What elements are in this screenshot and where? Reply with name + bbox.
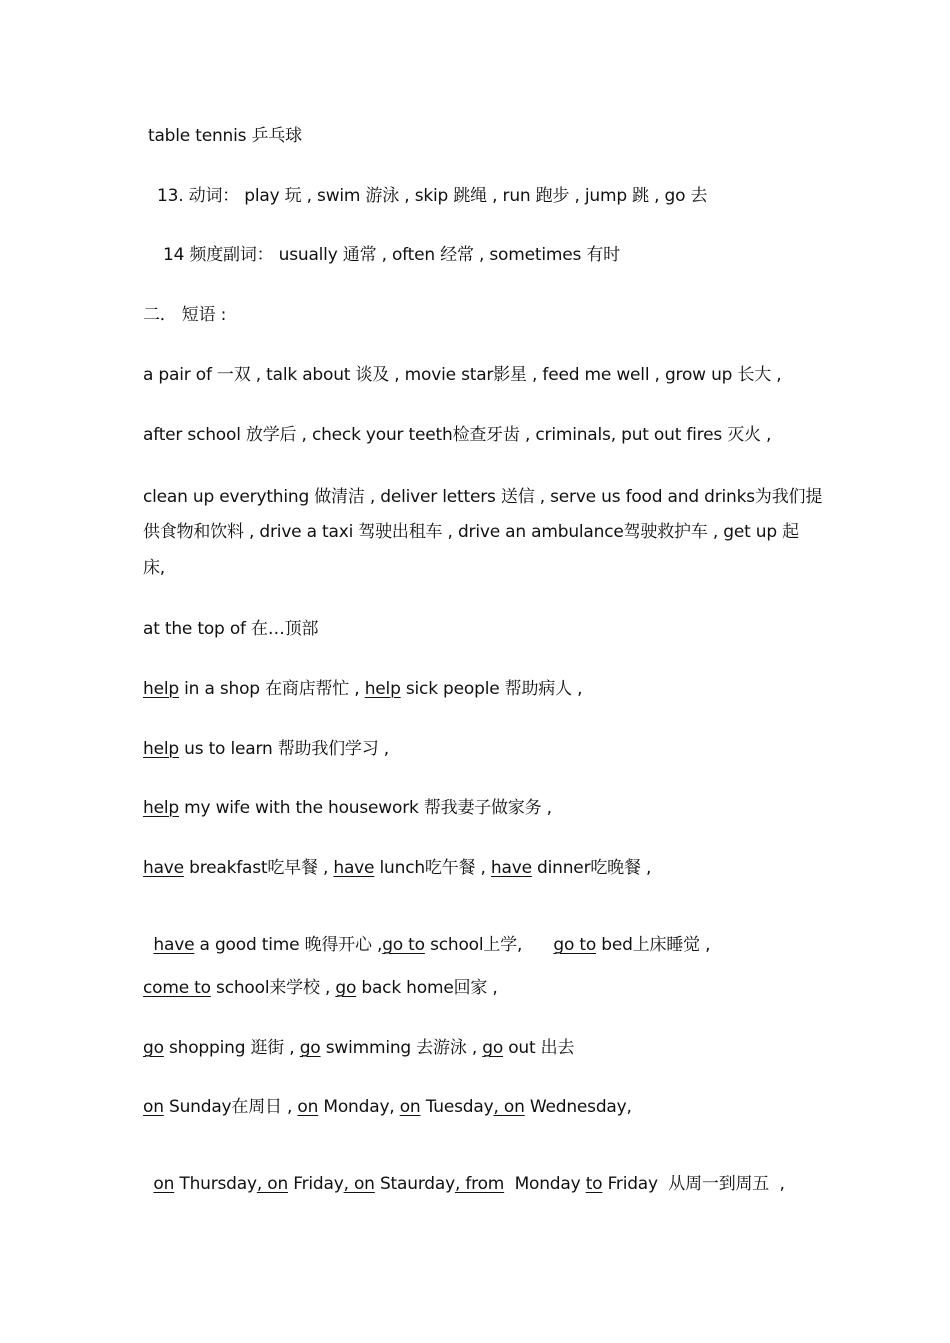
text: 供食物和饮料 , drive a taxi 驾驶出租车 , drive an ambulance驾驶救护车 , get up 起 <box>143 522 799 542</box>
text: in a shop 在商店帮忙 , <box>178 679 365 699</box>
text: 13. 动词： play 玩 , swim 游泳 , skip 跳绳 , run 跑步 , jump 跳 , go 去 <box>157 186 708 206</box>
underlined-keyword: , from <box>454 1174 505 1194</box>
text: table tennis 乒乓球 <box>148 126 302 146</box>
text: 床, <box>143 558 166 578</box>
text: a pair of 一双 , talk about 谈及 , movie star影星 , feed me well , grow up 长大 , <box>143 365 782 385</box>
text: clean up everything 做清洁 , deliver letters 送信 , serve us food and drinks为我们提 <box>143 487 823 507</box>
underlined-keyword: on <box>399 1097 421 1117</box>
text: a good time 晚得开心 , <box>194 935 383 955</box>
text: us to learn 帮助我们学习 , <box>178 739 389 759</box>
underlined-keyword: have <box>490 858 532 878</box>
underlined-keyword: have <box>153 935 195 955</box>
text: Monday, <box>318 1097 400 1117</box>
underlined-keyword: , on <box>256 1174 289 1194</box>
frequency-adverbs-line <box>163 247 620 264</box>
text: Friday <box>288 1174 344 1194</box>
phrase-line-have-go <box>143 920 710 954</box>
underlined-keyword: , on <box>343 1174 375 1194</box>
phrase-line <box>143 489 822 506</box>
underlined-keyword: on <box>153 1174 175 1194</box>
underlined-keyword: go <box>335 978 357 998</box>
phrase-line <box>143 367 781 384</box>
underlined-keyword: go to <box>553 935 597 955</box>
phrase-line-on-days <box>143 1099 632 1116</box>
text: my wife with the housework 帮我妻子做家务 , <box>178 798 552 818</box>
text: Staurday <box>374 1174 455 1194</box>
text: 14 频度副词： usually 通常 , often 经常 , sometimes 有时 <box>163 245 620 265</box>
text: dinner吃晚餐 , <box>531 858 652 878</box>
underlined-keyword: help <box>364 679 401 699</box>
text: school来学校 , <box>210 978 336 998</box>
text: breakfast吃早餐 , <box>183 858 334 878</box>
verbs-line <box>157 188 707 205</box>
text: sick people 帮助病人 , <box>400 679 583 699</box>
underlined-keyword: help <box>143 739 179 759</box>
text: Monday <box>504 1174 586 1194</box>
text: school上学, <box>424 935 554 955</box>
text: at the top of 在…顶部 <box>143 619 319 639</box>
underlined-keyword: have <box>143 858 184 878</box>
underlined-keyword: have <box>333 858 375 878</box>
underlined-keyword: on <box>297 1097 319 1117</box>
phrase-line <box>143 427 771 444</box>
phrase-line <box>143 524 799 541</box>
text: Sunday在周日 , <box>163 1097 298 1117</box>
underlined-keyword: on <box>143 1097 164 1117</box>
phrase-line-help <box>143 800 552 817</box>
phrase-line-go <box>143 1040 574 1057</box>
underlined-keyword: , on <box>493 1097 525 1117</box>
phrase-line-on-days-2 <box>143 1159 785 1193</box>
text: Friday 从周一到周五 , <box>602 1174 785 1194</box>
underlined-keyword: help <box>143 679 179 699</box>
text: Wednesday, <box>524 1097 632 1117</box>
text: back home回家 , <box>356 978 498 998</box>
phrase-line <box>143 621 318 638</box>
phrase-line-come-go <box>143 980 498 997</box>
text: Thursday <box>174 1174 257 1194</box>
underlined-keyword: go <box>299 1038 321 1058</box>
text: after school 放学后 , check your teeth检查牙齿 , criminals, put out fires 灭火 , <box>143 425 772 445</box>
phrase-line-have <box>143 860 651 877</box>
underlined-keyword: go <box>482 1038 504 1058</box>
phrase-line <box>143 560 165 577</box>
underlined-keyword: help <box>143 798 179 818</box>
text: Tuesday <box>420 1097 494 1117</box>
text: bed上床睡觉 , <box>596 935 711 955</box>
phrase-line-help <box>143 741 389 758</box>
underlined-keyword: go <box>143 1038 164 1058</box>
text: swimming 去游泳 , <box>320 1038 483 1058</box>
phrase-line-help <box>143 681 582 698</box>
underlined-keyword: to <box>585 1174 603 1194</box>
text: 二． 短语 : <box>143 305 227 325</box>
underlined-keyword: go to <box>382 935 425 955</box>
vocab-line-table-tennis <box>148 128 302 145</box>
text: lunch吃午餐 , <box>374 858 491 878</box>
text: shopping 逛街 , <box>163 1038 300 1058</box>
underlined-keyword: come to <box>143 978 211 998</box>
text: out 出去 <box>503 1038 575 1058</box>
phrases-heading <box>143 307 226 324</box>
